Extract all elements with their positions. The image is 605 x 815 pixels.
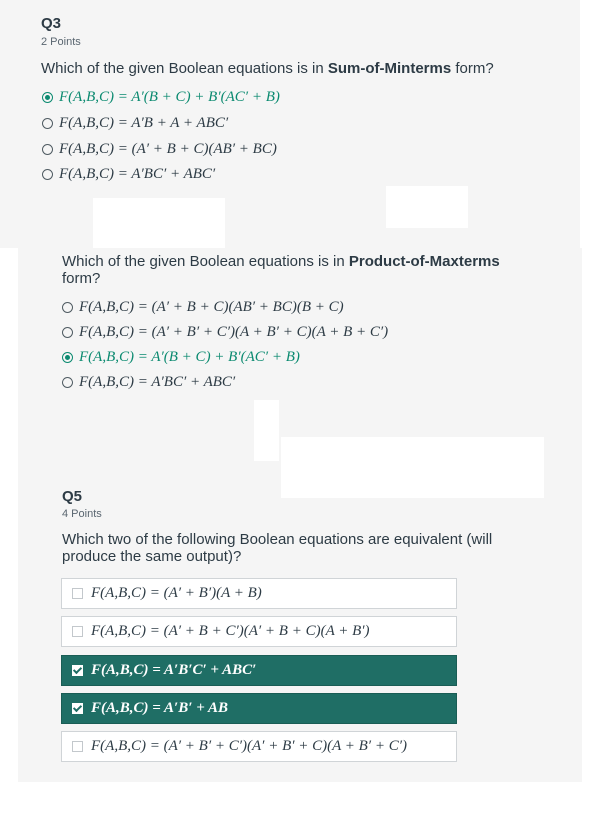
redaction-block xyxy=(281,437,544,498)
radio-option[interactable] xyxy=(42,86,280,108)
radio-unselected-icon[interactable] xyxy=(62,327,73,338)
redaction-block xyxy=(254,400,279,461)
radio-option[interactable] xyxy=(62,371,235,393)
checkbox-option[interactable] xyxy=(61,616,457,647)
radio-option[interactable] xyxy=(42,138,277,160)
question-text-start: Which of the given Boolean equations is in xyxy=(62,253,349,270)
checkbox-option[interactable] xyxy=(61,655,457,686)
question-points: 2 Points xyxy=(41,36,81,48)
question-number: Q3 xyxy=(41,15,62,32)
option-expression: F(A,B,C) = A′BC′ + ABC′ xyxy=(79,373,236,390)
radio-unselected-icon[interactable] xyxy=(42,169,53,180)
redaction-block xyxy=(93,198,225,248)
option-expression: F(A,B,C) = (A′ + B + C′)(A′ + B + C)(A + B′) xyxy=(91,623,370,639)
radio-option[interactable] xyxy=(42,163,215,185)
option-expression: F(A,B,C) = A′B + A + ABC′ xyxy=(59,114,229,131)
option-expression: F(A,B,C) = A′B′C′ + ABC′ xyxy=(91,662,257,678)
question-number: Q5 xyxy=(62,488,83,505)
radio-unselected-icon[interactable] xyxy=(62,302,73,313)
question-text-keyword: Sum-of-Minterms xyxy=(327,60,452,77)
checkbox-option[interactable] xyxy=(61,693,457,724)
redaction-block xyxy=(386,186,468,228)
option-expression: F(A,B,C) = (A′ + B + C)(AB′ + BC) xyxy=(59,140,277,157)
checkbox-option[interactable] xyxy=(61,731,457,762)
option-expression: F(A,B,C) = (A′ + B′)(A + B) xyxy=(91,585,262,601)
radio-unselected-icon[interactable] xyxy=(62,377,73,388)
checkbox-unchecked-icon[interactable] xyxy=(72,626,83,637)
radio-selected-icon[interactable] xyxy=(62,352,73,363)
checkbox-checked-icon[interactable] xyxy=(72,703,83,714)
question-points: 4 Points xyxy=(62,508,102,520)
radio-option[interactable] xyxy=(62,321,388,343)
checkbox-option[interactable] xyxy=(61,578,457,609)
option-expression: F(A,B,C) = A′(B + C) + B′(AC′ + B) xyxy=(79,348,300,365)
question-text-end: form? xyxy=(451,60,494,77)
radio-unselected-icon[interactable] xyxy=(42,144,53,155)
option-expression: F(A,B,C) = A′BC′ + ABC′ xyxy=(59,165,216,182)
option-expression: F(A,B,C) = (A′ + B′ + C′)(A′ + B′ + C)(A + B′ + C′) xyxy=(91,738,407,754)
checkbox-checked-icon[interactable] xyxy=(72,665,83,676)
question-text-end: form? xyxy=(62,270,101,287)
radio-option[interactable] xyxy=(62,346,300,368)
option-expression: F(A,B,C) = (A′ + B′ + C′)(A + B′ + C)(A + B + C′) xyxy=(79,323,389,340)
option-expression: F(A,B,C) = A′B′ + AB xyxy=(91,700,228,716)
question-text-keyword: Product-of-Maxterms xyxy=(348,253,500,270)
radio-option[interactable] xyxy=(42,112,228,134)
radio-selected-icon[interactable] xyxy=(42,92,53,103)
option-expression: F(A,B,C) = A′(B + C) + B′(AC′ + B) xyxy=(59,88,280,105)
question-text-start: Which of the given Boolean equations is in xyxy=(41,60,328,77)
question-text xyxy=(62,253,542,287)
question-text: Which two of the following Boolean equations are equivalent (will produce the same output)? xyxy=(62,531,493,565)
radio-option[interactable] xyxy=(62,296,344,318)
checkbox-unchecked-icon[interactable] xyxy=(72,741,83,752)
question-text xyxy=(41,60,561,77)
option-expression: F(A,B,C) = (A′ + B + C)(AB′ + BC)(B + C) xyxy=(79,298,344,315)
radio-unselected-icon[interactable] xyxy=(42,118,53,129)
checkbox-unchecked-icon[interactable] xyxy=(72,588,83,599)
